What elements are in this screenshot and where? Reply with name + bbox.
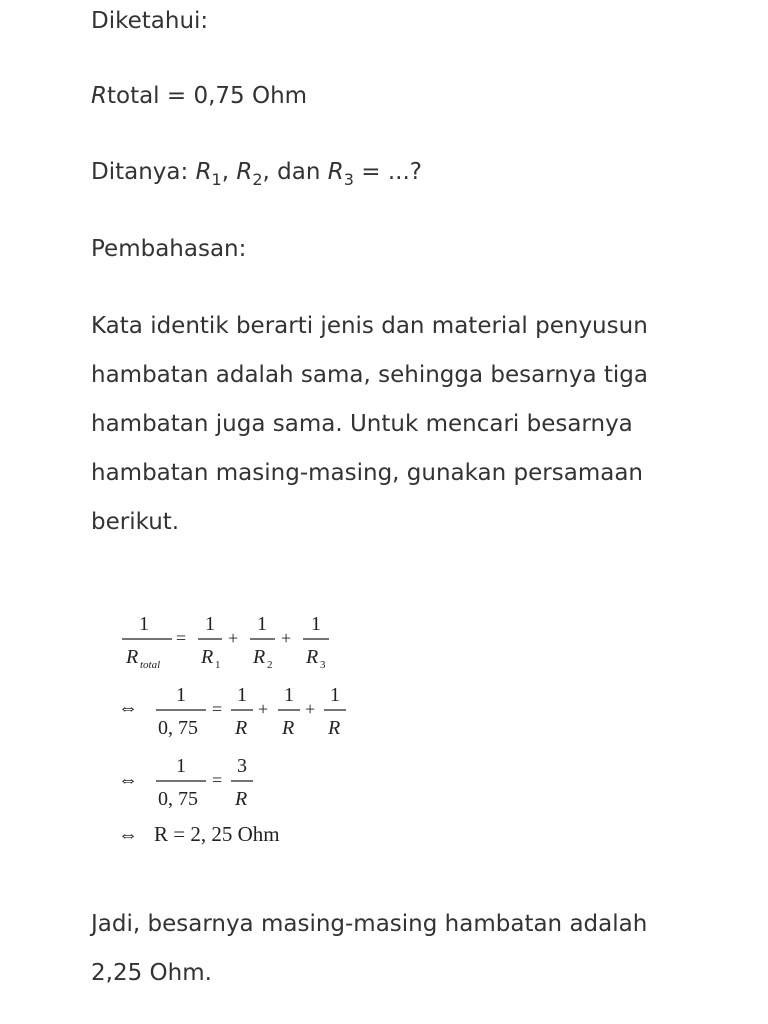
- eq2-num-3: 1: [284, 684, 294, 706]
- eq2-r-3: R: [328, 717, 341, 739]
- eq1-num-1: 1: [139, 613, 149, 635]
- rtotal-symbol: R: [91, 83, 107, 109]
- eq2-r-2: R: [282, 717, 295, 739]
- eq3-num-1: 1: [176, 755, 186, 777]
- asked-sep1: ,: [221, 159, 237, 185]
- conclusion-paragraph: Jadi, besarnya masing-masing hambatan adalah 2,25 Ohm.: [91, 911, 648, 986]
- eq1-plus-1: +: [228, 628, 239, 648]
- eq3-r: R: [235, 788, 248, 810]
- asked-line: [91, 148, 422, 198]
- eq2-num-1: 1: [176, 684, 186, 706]
- eq4-result: R = 2, 25 Ohm: [154, 822, 280, 846]
- eq1-sub2: 2: [267, 659, 273, 671]
- eq1-r2: R: [253, 646, 266, 668]
- eq2-num-4: 1: [330, 684, 340, 706]
- eq1-sub3: 3: [320, 659, 326, 671]
- eq1-r3: R: [306, 646, 319, 668]
- eq1-plus-2: +: [281, 628, 292, 648]
- known-label: Diketahui:: [91, 8, 209, 34]
- asked-sub1: 1: [211, 170, 222, 189]
- eq1-num-4: 1: [311, 613, 321, 635]
- asked-prefix: Ditanya:: [91, 159, 196, 185]
- asked-r3: R: [327, 159, 344, 185]
- eq4-iff: ⇔: [118, 824, 138, 846]
- eq1-sub1: 1: [215, 659, 221, 671]
- eq3-equals: =: [212, 770, 223, 790]
- eq2-value: 0, 75: [158, 717, 198, 739]
- eq1-num-2: 1: [205, 613, 215, 635]
- eq2-iff: ⇔: [118, 697, 138, 719]
- eq2-equals: =: [212, 699, 223, 719]
- asked-suffix: = ...?: [353, 159, 422, 185]
- eq2-plus-1: +: [258, 699, 269, 719]
- asked-r1: R: [195, 159, 212, 185]
- asked-r2: R: [236, 159, 253, 185]
- eq2-r-1: R: [235, 717, 248, 739]
- rtotal-text: total = 0,75 Ohm: [106, 83, 308, 109]
- eq1-r1: R: [201, 646, 214, 668]
- eq3-num-2: 3: [237, 755, 247, 777]
- eq1-num-3: 1: [257, 613, 267, 635]
- asked-sub2: 2: [252, 170, 263, 189]
- discussion-label: Pembahasan:: [91, 236, 247, 262]
- explanation-paragraph: Kata identik berarti jenis dan material penyusun hambatan adalah sama, sehingga besarnya tiga hambatan juga sama. Untuk mencari besarnya hambatan masing-masing, gunakan persamaan berikut.: [91, 313, 648, 535]
- asked-sub3: 3: [343, 170, 354, 189]
- equation-svg: [118, 600, 378, 860]
- eq3-iff: ⇔: [118, 769, 138, 791]
- eq2-num-2: 1: [237, 684, 247, 706]
- eq1-equals: =: [176, 628, 187, 648]
- eq1-total-sub: total: [140, 659, 161, 671]
- eq3-value: 0, 75: [158, 788, 198, 810]
- eq2-plus-2: +: [305, 699, 316, 719]
- rtotal-line: [91, 72, 307, 121]
- asked-sep2: , dan: [262, 159, 328, 185]
- equation-block: [118, 600, 378, 860]
- eq1-r-total: R: [126, 646, 139, 668]
